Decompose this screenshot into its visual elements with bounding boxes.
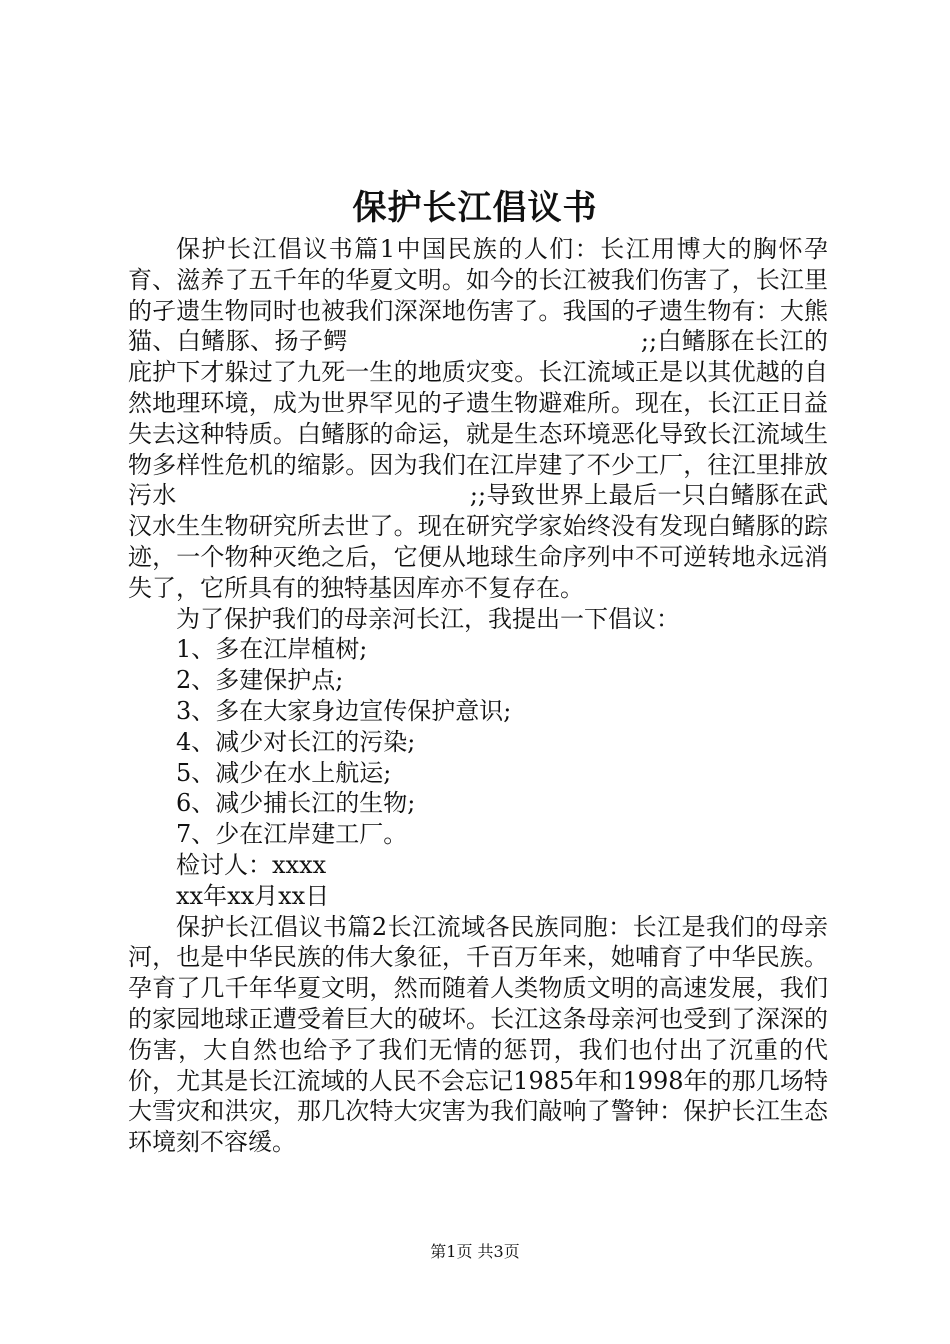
- proposal-item-5: 5、减少在水上航运;: [176, 758, 392, 787]
- page-footer: 第1页 共3页: [430, 1242, 520, 1261]
- proposal-intro: 为了保护我们的母亲河长江，我提出一下倡议：: [176, 604, 680, 633]
- paragraph-2: 保护长江倡议书篇2长江流域各民族同胞：长江是我们的母亲河，也是中华民族的伟大象征，千百万年来，她哺育了中华民族。孕育了几千年华夏文明，然而随着人类物质文明的高速发展，我们的家园地球正遭受着巨大的破坏。长江这条母亲河也受到了深深的伤害，大自然也给予了我们无情的惩罚，我们也付出了沉重的代价，尤其是长江流域的人民不会忘记1985年和1998年的那几场特大雪灾和洪灾，那几次特大灾害为我们敲响了警钟：保护长江生态环境刻不容缓。: [128, 912, 828, 1157]
- proposal-item-2: 2、多建保护点;: [176, 666, 344, 695]
- proposal-item-4: 4、减少对长江的污染;: [176, 727, 416, 756]
- date-line: xx年xx月xx日: [176, 881, 330, 910]
- proposal-item-7: 7、少在江岸建工厂。: [176, 820, 408, 849]
- signer-line: 检讨人：xxxx: [176, 850, 327, 879]
- document-title: 保护长江倡议书: [352, 188, 598, 228]
- proposal-item-6: 6、减少捕长江的生物;: [176, 789, 416, 818]
- proposal-item-3: 3、多在大家身边宣传保护意识;: [176, 696, 512, 725]
- paragraph-1: 保护长江倡议书篇1中国民族的人们：长江用博大的胸怀孕育、滋养了五千年的华夏文明。如今的长江被我们伤害了，长江里的孑遗生物同时也被我们深深地伤害了。我国的孑遗生物有：大熊猫、白鳍豚、扬子鳄 ;;白鳍豚在长江的庇护下才躲过了九死一生的地质灾变。长江流域正是以其优越的自然地理环境，成为世界罕见的孑遗生物避难所。现在，长江正日益失去这种特质。白鳍豚的命运，就是生态环境恶化导致长江流域生物多样性危机的缩影。因为我们在江岸建了不少工厂，往江里排放污水 ;;导致世界上最后一只白鳍豚在武汉水生生物研究所去世了。现在研究学家始终没有发现白鳍豚的踪迹，一个物种灭绝之后，它便从地球生命序列中不可逆转地永远消失了，它所具有的独特基因库亦不复存在。: [128, 235, 828, 602]
- proposal-item-1: 1、多在江岸植树;: [176, 635, 368, 664]
- document-body: [128, 234, 828, 1158]
